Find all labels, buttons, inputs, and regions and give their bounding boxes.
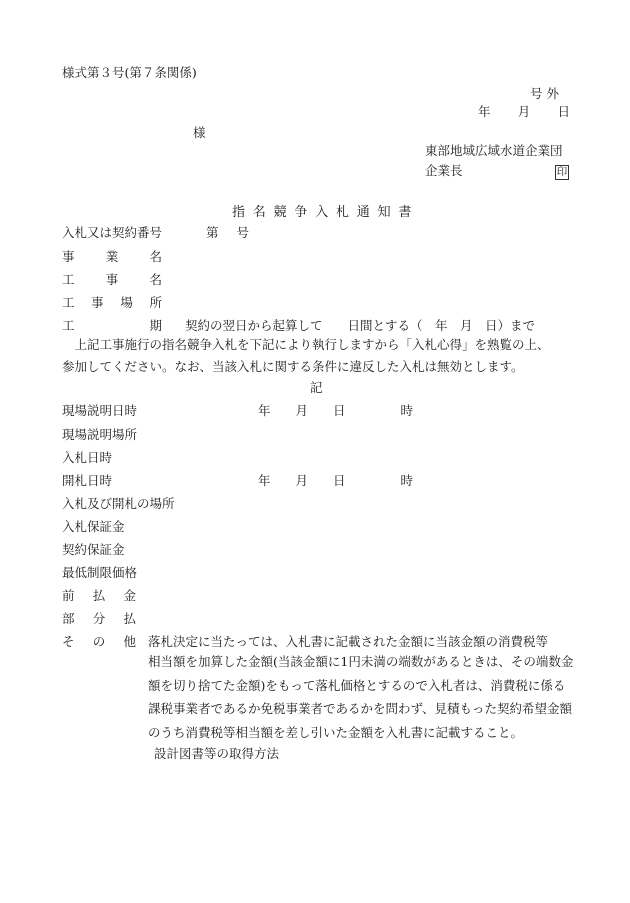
other-char: の	[92, 634, 106, 649]
advance-payment	[62, 588, 136, 604]
business-name-char: 事	[62, 249, 75, 264]
period-char: 期	[149, 318, 162, 333]
form-number: 様式第３号(第７条関係)	[62, 65, 197, 80]
other-note-line: 額を切り捨てた金額)をもって落札価格とするので入札者は、消費税に係る	[148, 677, 566, 693]
organization-name: 東部地域広域水道企業団	[425, 143, 563, 158]
document-title: 指名競争入札通知書	[232, 205, 420, 220]
other-note-line: 落札決定に当たっては、入札書に記載された金額に当該金額の消費税等	[148, 634, 549, 649]
date-month: 月	[517, 104, 531, 119]
bid-opening-place: 入札及び開札の場所	[62, 496, 175, 511]
advance-payment-char: 払	[92, 588, 106, 603]
date-day: 日	[557, 104, 570, 119]
ki-heading: 記	[310, 380, 323, 395]
min-price: 最低制限価格	[62, 565, 138, 580]
other-note-line: 相当額を加算した金額(当該金額に1円未満の端数があるときは、その端数金	[148, 654, 574, 669]
unit-year: 年	[258, 473, 271, 488]
work-name-label	[62, 272, 162, 288]
unit-month: 月	[295, 473, 308, 488]
other-label	[62, 634, 136, 650]
bid-number-label: 入札又は契約番号	[62, 225, 163, 240]
date-line	[478, 104, 570, 120]
work-name-char: 名	[149, 272, 162, 287]
site-briefing-place: 現場説明場所	[62, 427, 138, 442]
bid-number-value: 第 号	[206, 225, 249, 240]
director-title: 企業長	[425, 163, 463, 178]
work-name-char: 事	[105, 272, 119, 287]
period-label	[62, 318, 162, 334]
business-name-label	[62, 249, 162, 265]
opening-datetime: 開札日時	[62, 473, 113, 488]
intro-line: 上記工事施行の指名競争入札を下記により執行しますから「入札心得」を熟覧の上、	[74, 337, 550, 352]
bid-datetime: 入札日時	[62, 450, 113, 465]
work-site-char: 所	[149, 295, 162, 310]
unit-month: 月	[295, 403, 308, 418]
work-name-char: 工	[62, 272, 75, 287]
site-briefing-datetime-units	[258, 403, 413, 419]
bid-deposit: 入札保証金	[62, 519, 125, 534]
seal-mark	[555, 163, 569, 180]
work-site-char: 事	[91, 295, 104, 310]
work-site-label	[62, 295, 162, 311]
work-site-char: 工	[62, 295, 75, 310]
unit-hour: 時	[400, 403, 413, 418]
number-label: 号 外	[530, 86, 559, 101]
advance-payment-char: 金	[123, 588, 136, 603]
opening-datetime-units	[258, 473, 413, 489]
partial-payment-char: 分	[92, 611, 106, 626]
partial-payment-char: 払	[123, 611, 136, 626]
unit-year: 年	[258, 403, 271, 418]
design-docs-heading: 設計図書等の取得方法	[154, 746, 280, 761]
business-name-char: 業	[105, 249, 119, 264]
advance-payment-char: 前	[62, 588, 75, 603]
seal-icon: 印	[556, 166, 568, 178]
site-briefing-datetime: 現場説明日時	[62, 403, 138, 418]
date-year: 年	[478, 104, 491, 119]
period-char: 工	[62, 318, 75, 333]
other-char: そ	[62, 634, 75, 649]
partial-payment-char: 部	[62, 611, 75, 626]
unit-day: 日	[332, 403, 346, 418]
business-name-char: 名	[149, 249, 162, 264]
partial-payment	[62, 611, 136, 627]
contract-deposit: 契約保証金	[62, 542, 125, 557]
intro-line: 参加してください。なお、当該入札に関する条件に違反した入札は無効とします。	[62, 358, 524, 374]
addressee-suffix: 様	[193, 125, 206, 140]
work-site-char: 場	[120, 295, 133, 310]
unit-hour: 時	[400, 473, 413, 488]
other-char: 他	[123, 634, 136, 649]
intro-paragraph	[62, 334, 574, 377]
other-note	[148, 650, 578, 744]
other-note-line: のうち消費税等相当額を差し引いた金額を入札書に記載すること。	[148, 724, 524, 740]
period-text: 契約の翌日から起算して 日間とする（ 年 月 日）まで	[185, 318, 536, 333]
other-note-line: 課税事業者であるか免税事業者であるかを問わず、見積もった契約希望金額	[148, 701, 573, 716]
unit-day: 日	[332, 473, 346, 488]
